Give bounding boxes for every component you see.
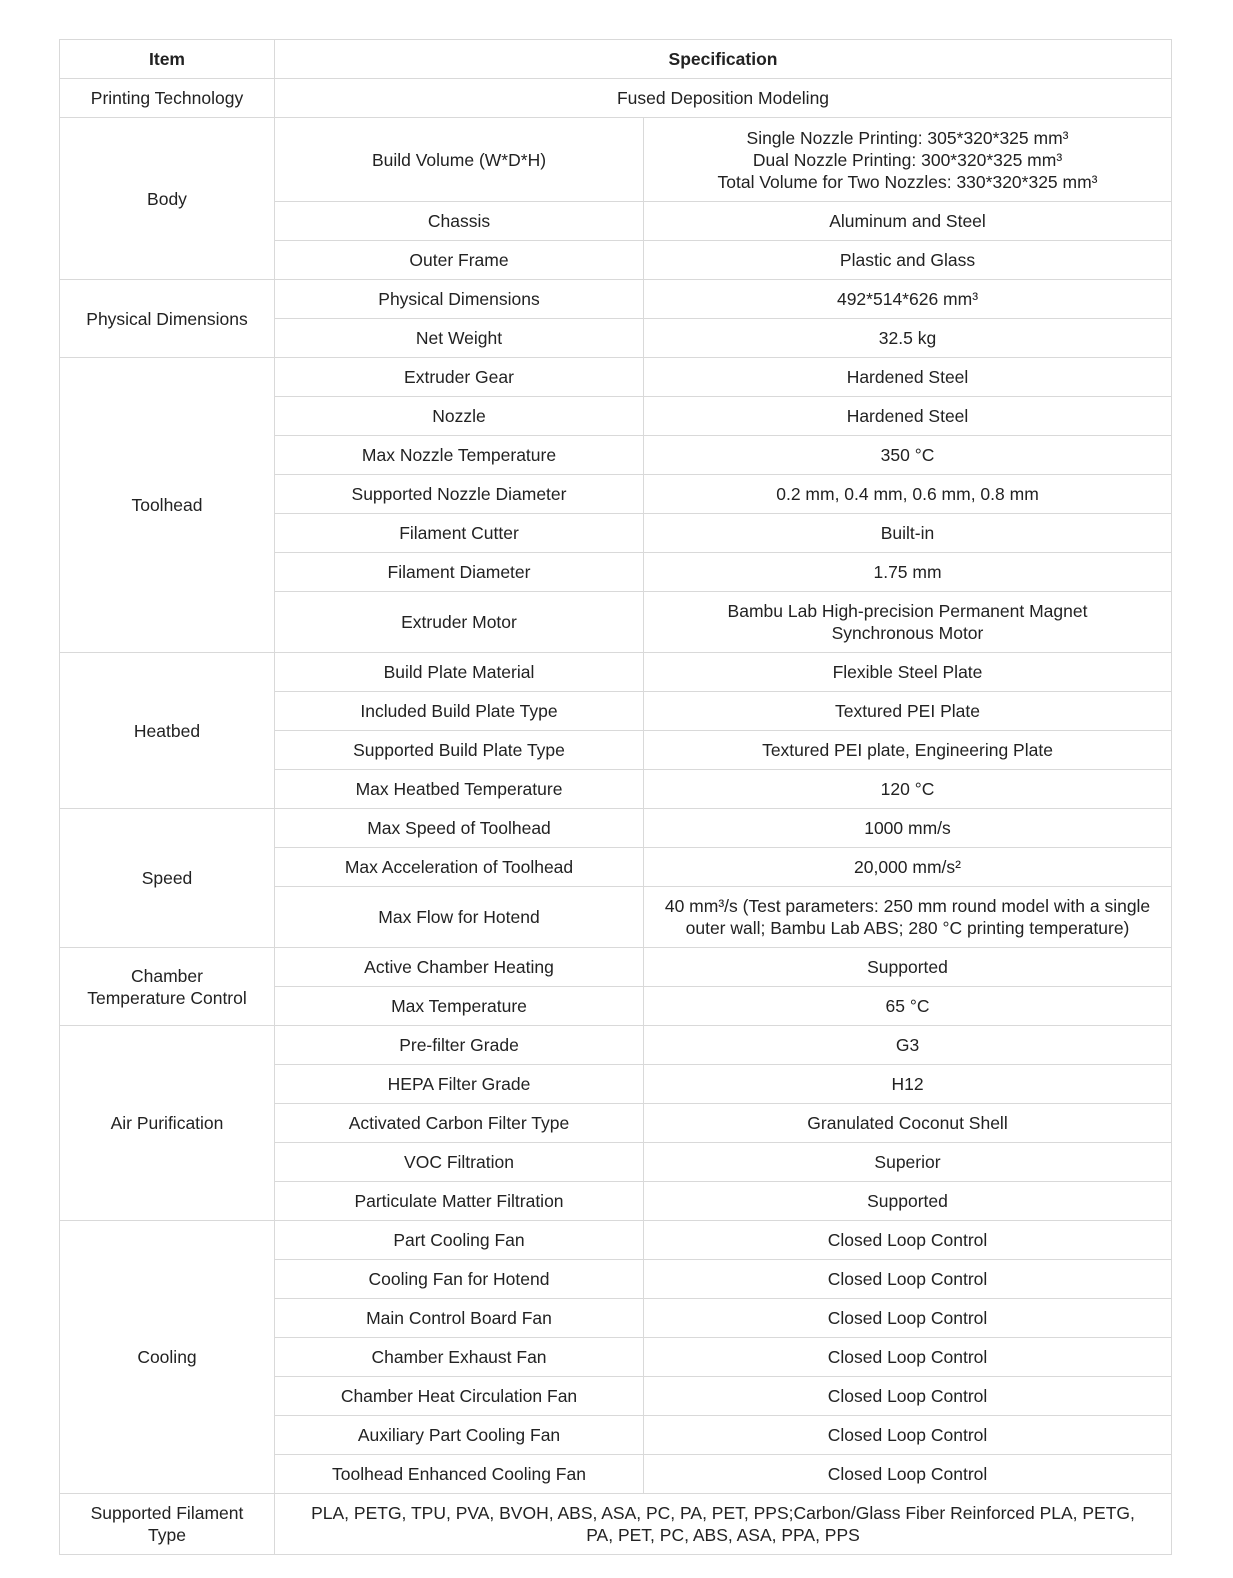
spec-label: Max Temperature — [275, 987, 644, 1026]
spec-value-line: Bambu Lab High-precision Permanent Magnet — [727, 601, 1088, 621]
spec-value: Flexible Steel Plate — [644, 653, 1172, 692]
table-row — [60, 118, 1172, 202]
group-label-chamber-temperature-control — [60, 948, 275, 1026]
spec-value: Plastic and Glass — [644, 241, 1172, 280]
spec-label: Part Cooling Fan — [275, 1221, 644, 1260]
spec-label: Chamber Exhaust Fan — [275, 1338, 644, 1377]
spec-label: Filament Diameter — [275, 553, 644, 592]
group-label-body: Body — [60, 118, 275, 280]
spec-label: Filament Cutter — [275, 514, 644, 553]
spec-label: Net Weight — [275, 319, 644, 358]
group-label-line: Temperature Control — [87, 987, 247, 1008]
spec-label: Max Acceleration of Toolhead — [275, 848, 644, 887]
spec-value: 1.75 mm — [644, 553, 1172, 592]
spec-value: Granulated Coconut Shell — [644, 1104, 1172, 1143]
spec-label: Active Chamber Heating — [275, 948, 644, 987]
spec-value-line: Synchronous Motor — [831, 623, 984, 643]
spec-value-line: 40 mm³/s (Test parameters: 250 mm round model with a single — [664, 896, 1151, 916]
table-row — [60, 280, 1172, 319]
spec-value: Built-in — [644, 514, 1172, 553]
spec-label: Chassis — [275, 202, 644, 241]
spec-value — [644, 118, 1172, 202]
spec-value: 65 °C — [644, 987, 1172, 1026]
spec-value: Closed Loop Control — [644, 1416, 1172, 1455]
spec-label: HEPA Filter Grade — [275, 1065, 644, 1104]
spec-value-line: Single Nozzle Printing: 305*320*325 mm³ — [746, 127, 1069, 148]
table-row — [60, 653, 1172, 692]
spec-value: 350 °C — [644, 436, 1172, 475]
spec-label: Chamber Heat Circulation Fan — [275, 1377, 644, 1416]
spec-value: Closed Loop Control — [644, 1377, 1172, 1416]
spec-label: Extruder Motor — [275, 592, 644, 653]
row-label-printing-technology: Printing Technology — [60, 79, 275, 118]
spec-value: 0.2 mm, 0.4 mm, 0.6 mm, 0.8 mm — [644, 475, 1172, 514]
header-specification: Specification — [275, 40, 1172, 79]
spec-label: Nozzle — [275, 397, 644, 436]
spec-label: Max Flow for Hotend — [275, 887, 644, 948]
spec-value: H12 — [644, 1065, 1172, 1104]
spec-value: Hardened Steel — [644, 397, 1172, 436]
group-label-line: Chamber — [131, 965, 203, 986]
spec-value: 1000 mm/s — [644, 809, 1172, 848]
spec-label: Build Plate Material — [275, 653, 644, 692]
spec-label: Cooling Fan for Hotend — [275, 1260, 644, 1299]
row-label-line: Type — [148, 1525, 186, 1545]
spec-value: Closed Loop Control — [644, 1455, 1172, 1494]
spec-label: Toolhead Enhanced Cooling Fan — [275, 1455, 644, 1494]
spec-label: Physical Dimensions — [275, 280, 644, 319]
spec-value — [644, 592, 1172, 653]
group-label-speed: Speed — [60, 809, 275, 948]
spec-value: G3 — [644, 1026, 1172, 1065]
group-label-toolhead: Toolhead — [60, 358, 275, 653]
value-printing-technology: Fused Deposition Modeling — [275, 79, 1172, 118]
header-row — [60, 40, 1172, 79]
spec-value: Aluminum and Steel — [644, 202, 1172, 241]
table-row — [60, 1221, 1172, 1260]
table-row — [60, 1494, 1172, 1555]
spec-label: Max Nozzle Temperature — [275, 436, 644, 475]
spec-label: Particulate Matter Filtration — [275, 1182, 644, 1221]
spec-value: Supported — [644, 1182, 1172, 1221]
table-row — [60, 948, 1172, 987]
spec-value: Superior — [644, 1143, 1172, 1182]
spec-value: Closed Loop Control — [644, 1260, 1172, 1299]
spec-label: Build Volume (W*D*H) — [275, 118, 644, 202]
group-label-physical-dimensions: Physical Dimensions — [60, 280, 275, 358]
spec-label: Pre-filter Grade — [275, 1026, 644, 1065]
group-label-cooling: Cooling — [60, 1221, 275, 1494]
spec-value: Hardened Steel — [644, 358, 1172, 397]
table-row — [60, 79, 1172, 118]
spec-value-line: PA, PET, PC, ABS, ASA, PPA, PPS — [586, 1525, 860, 1545]
row-label-line: Supported Filament — [90, 1503, 244, 1523]
spec-value-line: outer wall; Bambu Lab ABS; 280 °C printing temperature) — [685, 918, 1130, 938]
spec-label: Main Control Board Fan — [275, 1299, 644, 1338]
spec-value: Supported — [644, 948, 1172, 987]
spec-label: Auxiliary Part Cooling Fan — [275, 1416, 644, 1455]
spec-label: Supported Nozzle Diameter — [275, 475, 644, 514]
spec-table — [59, 39, 1172, 1555]
table-row — [60, 1026, 1172, 1065]
spec-value: 120 °C — [644, 770, 1172, 809]
group-label-air-purification: Air Purification — [60, 1026, 275, 1221]
spec-value-line: Dual Nozzle Printing: 300*320*325 mm³ — [752, 149, 1063, 170]
spec-label: Activated Carbon Filter Type — [275, 1104, 644, 1143]
table-row — [60, 809, 1172, 848]
spec-label: Max Heatbed Temperature — [275, 770, 644, 809]
spec-value: 20,000 mm/s² — [644, 848, 1172, 887]
spec-label: Extruder Gear — [275, 358, 644, 397]
spec-label: Included Build Plate Type — [275, 692, 644, 731]
group-label-heatbed: Heatbed — [60, 653, 275, 809]
spec-value-line: PLA, PETG, TPU, PVA, BVOH, ABS, ASA, PC, PA, PET, PPS;Carbon/Glass Fiber Reinforced PLA, PETG, — [311, 1503, 1135, 1523]
row-label-supported-filament-type — [60, 1494, 275, 1555]
spec-value — [644, 887, 1172, 948]
spec-value: 492*514*626 mm³ — [644, 280, 1172, 319]
spec-value: Closed Loop Control — [644, 1299, 1172, 1338]
spec-label: Outer Frame — [275, 241, 644, 280]
spec-label: Max Speed of Toolhead — [275, 809, 644, 848]
spec-label: VOC Filtration — [275, 1143, 644, 1182]
header-item: Item — [60, 40, 275, 79]
spec-value-line: Total Volume for Two Nozzles: 330*320*325 mm³ — [717, 171, 1098, 192]
spec-value: Textured PEI Plate — [644, 692, 1172, 731]
value-supported-filament-type — [275, 1494, 1172, 1555]
spec-value: 32.5 kg — [644, 319, 1172, 358]
spec-label: Supported Build Plate Type — [275, 731, 644, 770]
table-row — [60, 358, 1172, 397]
spec-value: Textured PEI plate, Engineering Plate — [644, 731, 1172, 770]
spec-value: Closed Loop Control — [644, 1338, 1172, 1377]
spec-value: Closed Loop Control — [644, 1221, 1172, 1260]
